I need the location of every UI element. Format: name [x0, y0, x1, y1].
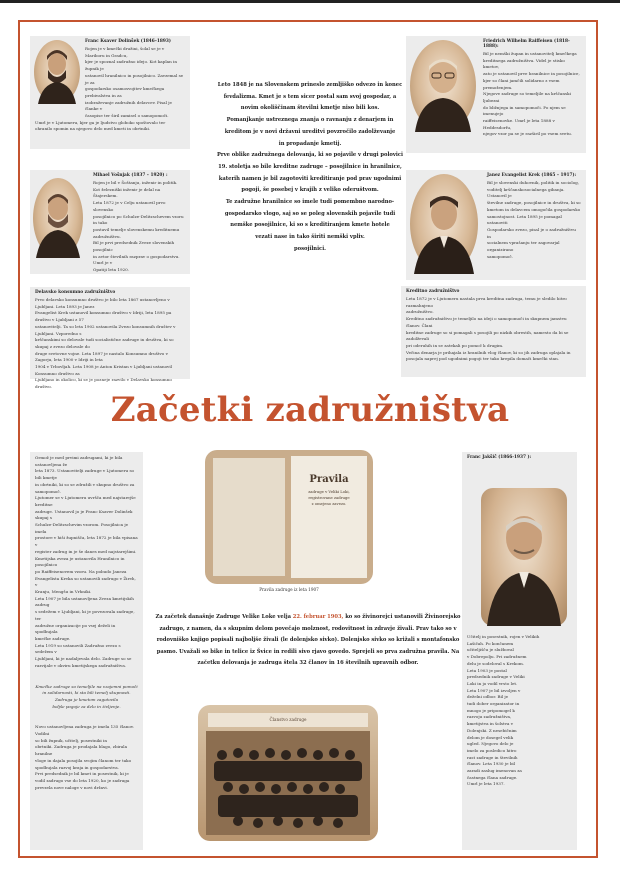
- left-column-quote: Kmečke zadruge so temeljile na vzajemni pomoči in solidarnosti, ki sta bili temelj skupnosti. Zadruga je kmetom zagotovila boljše pogoje za delo in življenje.: [35, 683, 138, 709]
- konsumno-text: Prvo delavsko konsumno društvo je bilo leta 1867 ustanovljeno v Ljubljani. Leta 1893 je Janez Evangelist Krek ustanovil konsumno društvo v Idriji, leta 1895 pa društvo v Ljubljani z 57 ustanovitelji. Ta so leta 1902 ustanovila Zvezo konsumnih društev v Ljubljani. Vzporedno s krščanskimi so delovale tudi socialistične zadruge in društva, ki so skupaj z zvezo delovale do druge svetovne vojne. Leta 1897 je nastalo Konsumno društvo v Zagorju, leta 1900 v Idriji in leta 1904 v Trbovljah. Leta 1908 je Anton Kristan v Ljubljani ustanovil Konsumno društvo za Ljubljano in okolico, ki se je pozneje razvilo v Delavsko konsumno društvo.: [35, 297, 176, 390]
- left-column-text: Ormož je med prvimi zadrugami, ki je bila ustanovljena že leta 1873. Ustanovitelji zadruge v Ljutomeru so bili kmetje in obrtniki, ki so se združili v skupno društvo za samopomoč. Ljutomer se v Ljutomeru uvršča med najstarejše kreditne zadruge. Ustanovil jo je Franc Ksaver Dolinšek skupaj s Schulze-Delitzschevim vzorom. Posojilnica je imela prostore v hiši župnišča, leta 1872 je bila vpisana v register zadrug in je še danes med najstarejšimi. Kmetijska zveza je ustanovila Hranilnico in posojilnico po Raiffeisenovem vzoru. Na pobudo Janeza Evangelista Kreka so ustanovili zadrugo v Žireh, v Kranju, Mengšu in Vrhniki. Leta 1907 je bila ustanovljena Zveza kmetijskih zadrug s sedežem v Ljubljani, ki je povezovala zadruge, ter zadružne organizacije po vsej deželi in spodbujala kmečke zadruge. Leta 1919 so ustanovili Zadružno zvezo s sedežem v Ljubljani, ki je nadaljevala delo. Zadruge so se razvijale v okviru kmetijskega zadružništva.: [35, 455, 138, 668]
- story-date: 22. februar 1903,: [292, 614, 344, 620]
- dolinsek-panel: [30, 36, 190, 149]
- story-text: [148, 612, 468, 670]
- jaksic-panel: [462, 452, 577, 850]
- konsumno-heading: Delavsko konsumno zadružništvo: [35, 290, 116, 295]
- pravila-caption: Pravila zadruge iz leta 1907: [259, 587, 319, 592]
- jaksic-text: Učitelj in posestnik, rojen v Velikih Lašičah. Po končanem učiteljišču je služboval v Dobrepolju. Pri zadružnem delu je sodeloval s Krekom. Leta 1903 je postal predsednik zadruge v Veliki Loki in jo vodil vrsto let. Leta 1907 je bil izvoljen v deželni odbor. Bil je tudi dober organizator in mnogo je pripomogel k razvoju zadružništva, kmetijstva in šolstva v Dolenjski. Z nesebičnim delom je dosegel velik ugled. Njegovo delo je imelo za posledico hitro rast zadruge in številnih članov. Leta 1930 je bil zaradi zaslug imenovan za častnega člana zadruge. Umrl je leta 1937.: [467, 634, 540, 787]
- left-column-panel: [30, 452, 143, 850]
- kreditno-panel: [401, 286, 586, 377]
- pravila-doc-title: Pravila: [309, 474, 349, 485]
- vosnjak-heading: Mihael Vošnjak (1837 – 1920) :: [93, 173, 168, 178]
- group-photo-caption: Članstvo zadruge: [208, 713, 368, 727]
- dolinsek-text: Rojen je v kmečki družini, šolal se je v Mariboru in Gradcu, kjer je spoznal zadružno idejo. Kot kaplan in župnik je ustanovil hranilnico in posojilnico. Zavzemal se je za gospodarsko osamosvojitev kmečkega prebivalstva in za izobraževanje zadružnih delavcev. Pisal je članke v časopise ter širil zamisel o samopomoči.: [85, 46, 184, 119]
- raiffeisen-heading: Friedrich Wilhelm Raiffeisen (1818-1888):: [483, 39, 570, 49]
- pravila-photo: [205, 450, 373, 584]
- dolinsek-portrait: [34, 40, 80, 104]
- jaksic-portrait: [481, 488, 567, 626]
- raiffeisen-text: Bil je nemški župan in ustanovitelj kmečkega kreditnega zadružništva. Videl je stisko kmetov, zato je ustanovil prve hranilnice in posojilnice, kjer so člani jamčili solidarno z vsem premoženjem. Njegove zadruge so temeljile na krščanski ljubezni do bližnjega in samopomoči. Po njem se imenujejo raiffeisenovke. Umrl je leta 1888 v Heddesdorfu, njegov vzor pa se je razširil po vsem svetu.: [483, 51, 580, 137]
- dolinsek-text-tail-1: Umrl je v Ljutomeru, kjer ga je ljudstvo globoko spoštovalo ter: [35, 119, 166, 125]
- krek-heading: Janez Evangelist Krek (1865 – 1917):: [487, 173, 577, 178]
- pravila-doc-line: zadruge v Veliki Loki,: [308, 489, 350, 494]
- left-column-text-2: Novo ustanovljena zadruga je imela 135 članov. Vodilni so bili župnik, učitelj, posestniki in obrtniki. Zadruga je prodajala blago, zbirala hranilne vloge in dajala posojila svojim članom ter tako spodbujala razvoj kraja in gospodarstva. Prvi predsednik je bil kmet in posestnik, ki je vodil zadrugo vse do leta 1920, ko je zadruga prevzela nove naloge v novi državi.: [35, 724, 134, 790]
- top-rule: [0, 0, 620, 3]
- story-pre: Za začetek današnje Zadruge Velike Loke velja: [155, 614, 291, 620]
- vosnjak-panel: [30, 170, 190, 274]
- intro-text: Leto 1848 je na Slovenskem prineslo zemljiško odvezo in konec fevdalizma. Kmet je s tem sicer postal sam svoj gospodar, a novim okoliščinam številni kmetje niso bili kos. Pomanjkanje ustreznega znanja o ravnanju z denarjem in kreditom je v novi državni ureditvi povzročilo zadolževanje in propadanje kmetij. Prve oblike zadružnega delovanja, ki so pojavile v drugi polovici 19. stoletja so bile kreditne zadruge – posojilnice in hranilnice, katerih namen je bil zagotoviti kreditiranje pod prav ugodnimi pogoji, še posebej v krajih z veliko oderuštvom. Te zadružne hranilnice so imele tudi pomembno narodno- gospodarsko vlogo, saj so se poleg slovenskih pojavile tudi nemške posojilnice, ki so s kreditiranjem kmete hotele vezati nase in tako širiti nemški vpliv. posojilnici.: [216, 82, 404, 252]
- pravila-doc-line: z omejeno zavezo.: [311, 501, 347, 506]
- krek-panel: [406, 170, 586, 280]
- pravila-right-page: [291, 456, 367, 578]
- kreditno-heading: Kreditno zadružništvo: [406, 289, 460, 294]
- jaksic-heading: Franc Jakšič (1866-1937 ):: [467, 455, 532, 460]
- dolinsek-heading: Franc Ksaver Dolinšek (1846–1893): [85, 39, 171, 44]
- raiffeisen-portrait: [410, 40, 476, 132]
- poster-title: Začetki zadružništva: [110, 390, 510, 430]
- pravila-left-page: [213, 458, 285, 576]
- raiffeisen-panel: [406, 36, 586, 153]
- vosnjak-text: Rojen je bil v Šoštanju, inženir in politik. Kot železniški inženir je delal na Štajerskem. Leta 1872 je v Celju ustanovil prvo slovensko posojilnico po Schulze-Delitzschevem vzoru in tako postavil temelje slovenskemu kreditnemu zadružništvu. Bil je prvi predsednik Zveze slovenskih posojilnic in avtor številnih razprav o gospodarstvu. Umrl je v Opatiji leta 1920.: [93, 180, 184, 273]
- pravila-doc-line: registrovane zadruge: [308, 495, 350, 500]
- krek-text: Bil je slovenski duhovnik, politik in sociolog, voditelj krščanskosocialnega gibanja. Ustanovil je številne zadruge, posojilnice in društva, ki so kmetom in delavcem omogočila gospodarsko samostojnost. Leta 1895 je pomagal ustanoviti Gospodarsko zvezo, pisal je o zadružništvu in socialnem vprašanju ter zagovarjal organizirano samopomoč.: [487, 180, 581, 259]
- story-post: ko so živinorejci ustanovili Živinorejsko zadrugo, z namen, da s skupnim delom povečajo molznost, rodovitnost in zdravje živali. Prav tako so v rodovniško knjigo popisali najboljše živali (le dolenjsko sivko). Dolenjsko sivko so križali s montafonsko pasmo. Uvažali so bike in telice iz Švice in redili sivo rjavo govedo. Sprejeli so prva zadružna pravila. Na začetku delovanja je zadruga štela 32 članov in 16 številnih upravnih odbor.: [156, 614, 461, 667]
- kreditno-text: Leta 1872 je v Ljutomeru nastala prva kreditna zadruga, temu je sledilo hitro razmahnjeno zadružništvo. Kreditno zadružništvo je temeljilo na ideji o samopomoči in skupnem jamstvu članov. Člani kreditne zadruge so si pomagali s posojili po nizkih obrestih, namesto da bi se zadolževali pri oderuhih in se zatekali po pomoč k drugim. Večina denarja je prihajala iz hranilnih vlog članov, ki so jih zadruga oplajala in posojala naprej pod ugodnimi pogoji ter tako krepila domači kmečki stan.: [406, 296, 571, 362]
- group-photo: [198, 705, 378, 841]
- vosnjak-portrait: [33, 178, 83, 258]
- krek-portrait: [410, 174, 478, 274]
- konsumno-panel: [30, 287, 190, 390]
- dolinsek-text-tail-2: ohranilo spomin na njegovo delo med kmeti in obrtniki.: [35, 126, 151, 132]
